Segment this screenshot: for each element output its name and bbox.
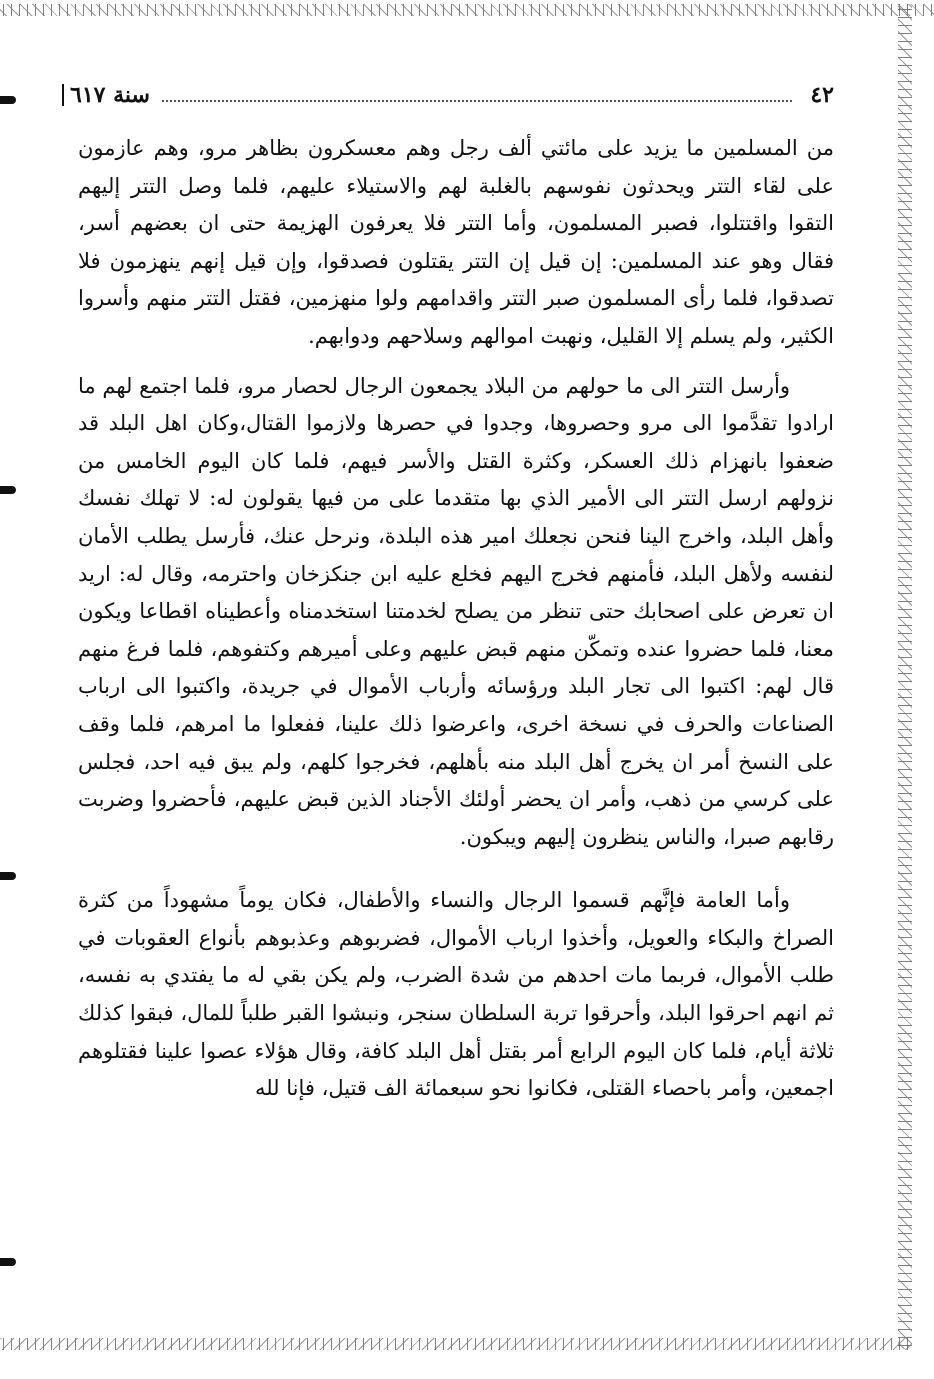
page-body bbox=[78, 130, 834, 1108]
page-number: ٤٢ bbox=[810, 82, 834, 108]
header-dotted-leader bbox=[162, 100, 792, 102]
paragraph: من المسلمين ما يزيد على مائتي ألف رجل وهم معسكرون بظاهر مرو، وهم عازمون على لقاء التتر ويحدثون نفوسهم بالغلبة لهم والاستيلاء عليهم، فلما وصل التتر إليهم التقوا واقتتلوا، فصبر المسلمون، وأما التتر فلا يعرفون الهزيمة حتى ان بعضهم أسر، فقال وهو عند المسلمين: إن قيل إن التتر يقتلون فصدقوا، وإن قيل إنهم ينهزمون فلا تصدقوا، فلما رأى المسلمون صبر التتر واقدامهم ولوا منهزمين، فقتل التتر منهم وأسروا الكثير، ولم يسلم إلا القليل، ونهبت اموالهم وسلاحهم ودوابهم. bbox=[78, 136, 834, 348]
running-header bbox=[62, 78, 834, 112]
margin-mark bbox=[0, 1258, 16, 1266]
header-year: سنة ٦١٧ bbox=[70, 82, 150, 108]
ornamental-border-top bbox=[0, 4, 934, 16]
paragraph: وأرسل التتر الى ما حولهم من البلاد يجمعون الرجال لحصار مرو، فلما اجتمع لهم ما ارادوا تقدَّموا الى مرو وحصروها، وجدوا في حصرها ولازموا القتال،وكان اهل البلد قد ضعفوا بانهزام ذلك العسكر، وكثرة القتل والأسر فيهم، فلما كان اليوم الخامس من نزولهم ارسل التتر الى الأمير الذي بها متقدما على من فيها يقولون له: لا تهلك نفسك وأهل البلد، واخرج الينا فنحن نجعلك امير هذه البلدة، ونرحل عنك، فأرسل يطلب الأمان لنفسه ولأهل البلد، فأمنهم فخرج اليهم فخلع عليه ابن جنكزخان واحترمه، وقال له: اريد ان تعرض على اصحابك حتى تنظر من يصلح لخدمتنا استخدمناه وأعطيناه اقطاعا ويكون معنا، فلما حضروا عنده وتمكّن منهم قبض عليهم وعلى أميرهم وكتفوهم، فلما فرغ منهم قال لهم: اكتبوا الى تجار البلد ورؤسائه وأرباب الأموال في جريدة، واكتبوا الى ارباب الصناعات والحرف في نسخة اخرى، واعرضوا ذلك علينا، ففعلوا ما امرهم، فلما وقف على النسخ أمر ان يخرج أهل البلد منه بأهلهم، فخرجوا كلهم، ولم يبق فيه احد، فجلس على كرسي من ذهب، وأمر ان يحضر أولئك الأجناد الذين قبض عليهم، فأحضروا وضربت رقابهم صبرا، والناس ينظرون إليهم ويبكون. bbox=[78, 373, 834, 849]
margin-mark bbox=[0, 96, 16, 104]
margin-mark bbox=[0, 872, 16, 880]
paragraph: وأما العامة فإنَّهم قسموا الرجال والنساء والأطفال، فكان يوماً مشهوداً من كثرة الصراخ والبكاء والعويل، وأخذوا ارباب الأموال، فضربوهم وعذبوهم بأنواع العقوبات في طلب الأموال، فربما مات احدهم من شدة الضرب، ولم يكن بقي له ما يفتدي به نفسه، ثم انهم احرقوا البلد، وأحرقوا تربة السلطان سنجر، ونبشوا القبر طلباً للمال، فبقوا كذلك ثلاثة أيام، فلما كان اليوم الرابع أمر بقتل أهل البلد كافة، وقال هؤلاء عصوا علينا فقتلوهم اجمعين، وأمر باحصاء القتلى، فكانوا نحو سبعمائة الف قتيل، فإنا لله bbox=[78, 888, 834, 1101]
ornamental-border-bottom bbox=[0, 1338, 912, 1350]
margin-mark bbox=[0, 486, 16, 494]
ornamental-border-right bbox=[898, 4, 912, 1349]
header-bar bbox=[62, 84, 64, 106]
